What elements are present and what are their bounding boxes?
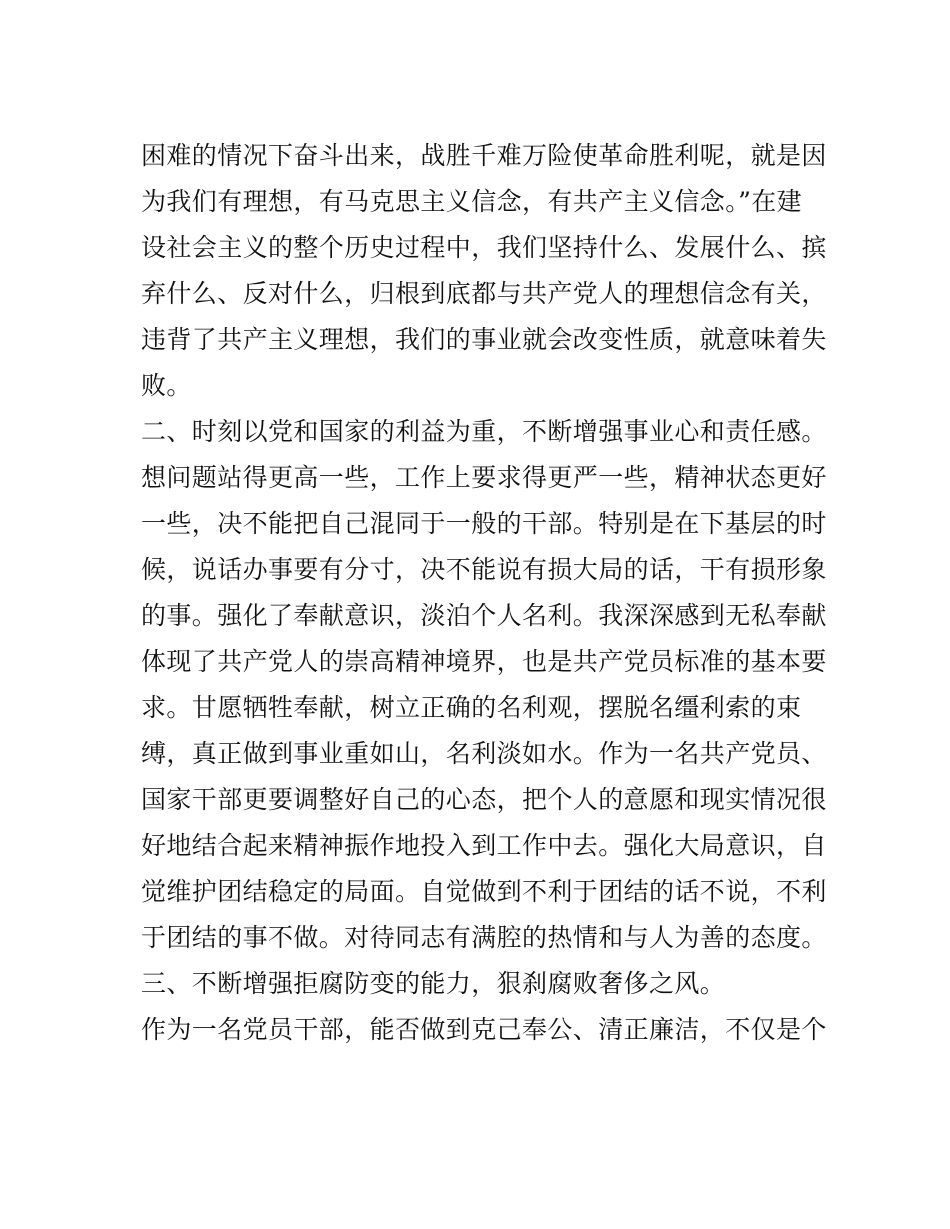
text-line: 一些，决不能把自己混同于一般的干部。特别是在下基层的时 [141,509,827,538]
text-line: 败。 [141,371,192,400]
text-line: 的事。强化了奉献意识，淡泊个人名利。我深深感到无私奉献 [141,601,827,630]
body-text [141,133,827,1053]
text-line: 好地结合起来精神振作地投入到工作中去。强化大局意识，自 [141,831,827,860]
text-line: 国家干部更要调整好自己的心态，把个人的意愿和现实情况很 [141,785,827,814]
text-line: 弃什么、反对什么，归根到底都与共产党人的理想信念有关， [141,279,827,308]
text-line: 为我们有理想，有马克思主义信念，有共产主义信念。”在建 [141,187,803,216]
section-heading: 三、不断增强拒腐防变的能力，狠刹腐败奢侈之风。 [141,969,726,998]
text-line: 求。甘愿牺牲奉献，树立正确的名利观，摆脱名缰利索的束 [141,693,802,722]
text-line: 体现了共产党人的崇高精神境界，也是共产党员标准的基本要 [141,647,827,676]
text-line: 设社会主义的整个历史过程中，我们坚持什么、发展什么、摈 [141,233,827,262]
text-line: 候，说话办事要有分寸，决不能说有损大局的话，干有损形象 [141,555,827,584]
text-line: 作为一名党员干部，能否做到克己奉公、清正廉洁，不仅是个 [141,1015,827,1044]
text-line: 违背了共产主义理想，我们的事业就会改变性质，就意味着失 [141,325,827,354]
text-line: 于团结的事不做。对待同志有满腔的热情和与人为善的态度。 [141,923,827,952]
text-line: 困难的情况下奋斗出来，战胜千难万险使革命胜利呢，就是因 [141,141,827,170]
text-line: 想问题站得更高一些，工作上要求得更严一些，精神状态更好 [141,463,827,492]
text-line: 觉维护团结稳定的局面。自觉做到不利于团结的话不说，不利 [141,877,827,906]
text-line: 缚，真正做到事业重如山，名利淡如水。作为一名共产党员、 [141,739,827,768]
section-heading: 二、时刻以党和国家的利益为重，不断增强事业心和责任感。 [141,417,827,446]
